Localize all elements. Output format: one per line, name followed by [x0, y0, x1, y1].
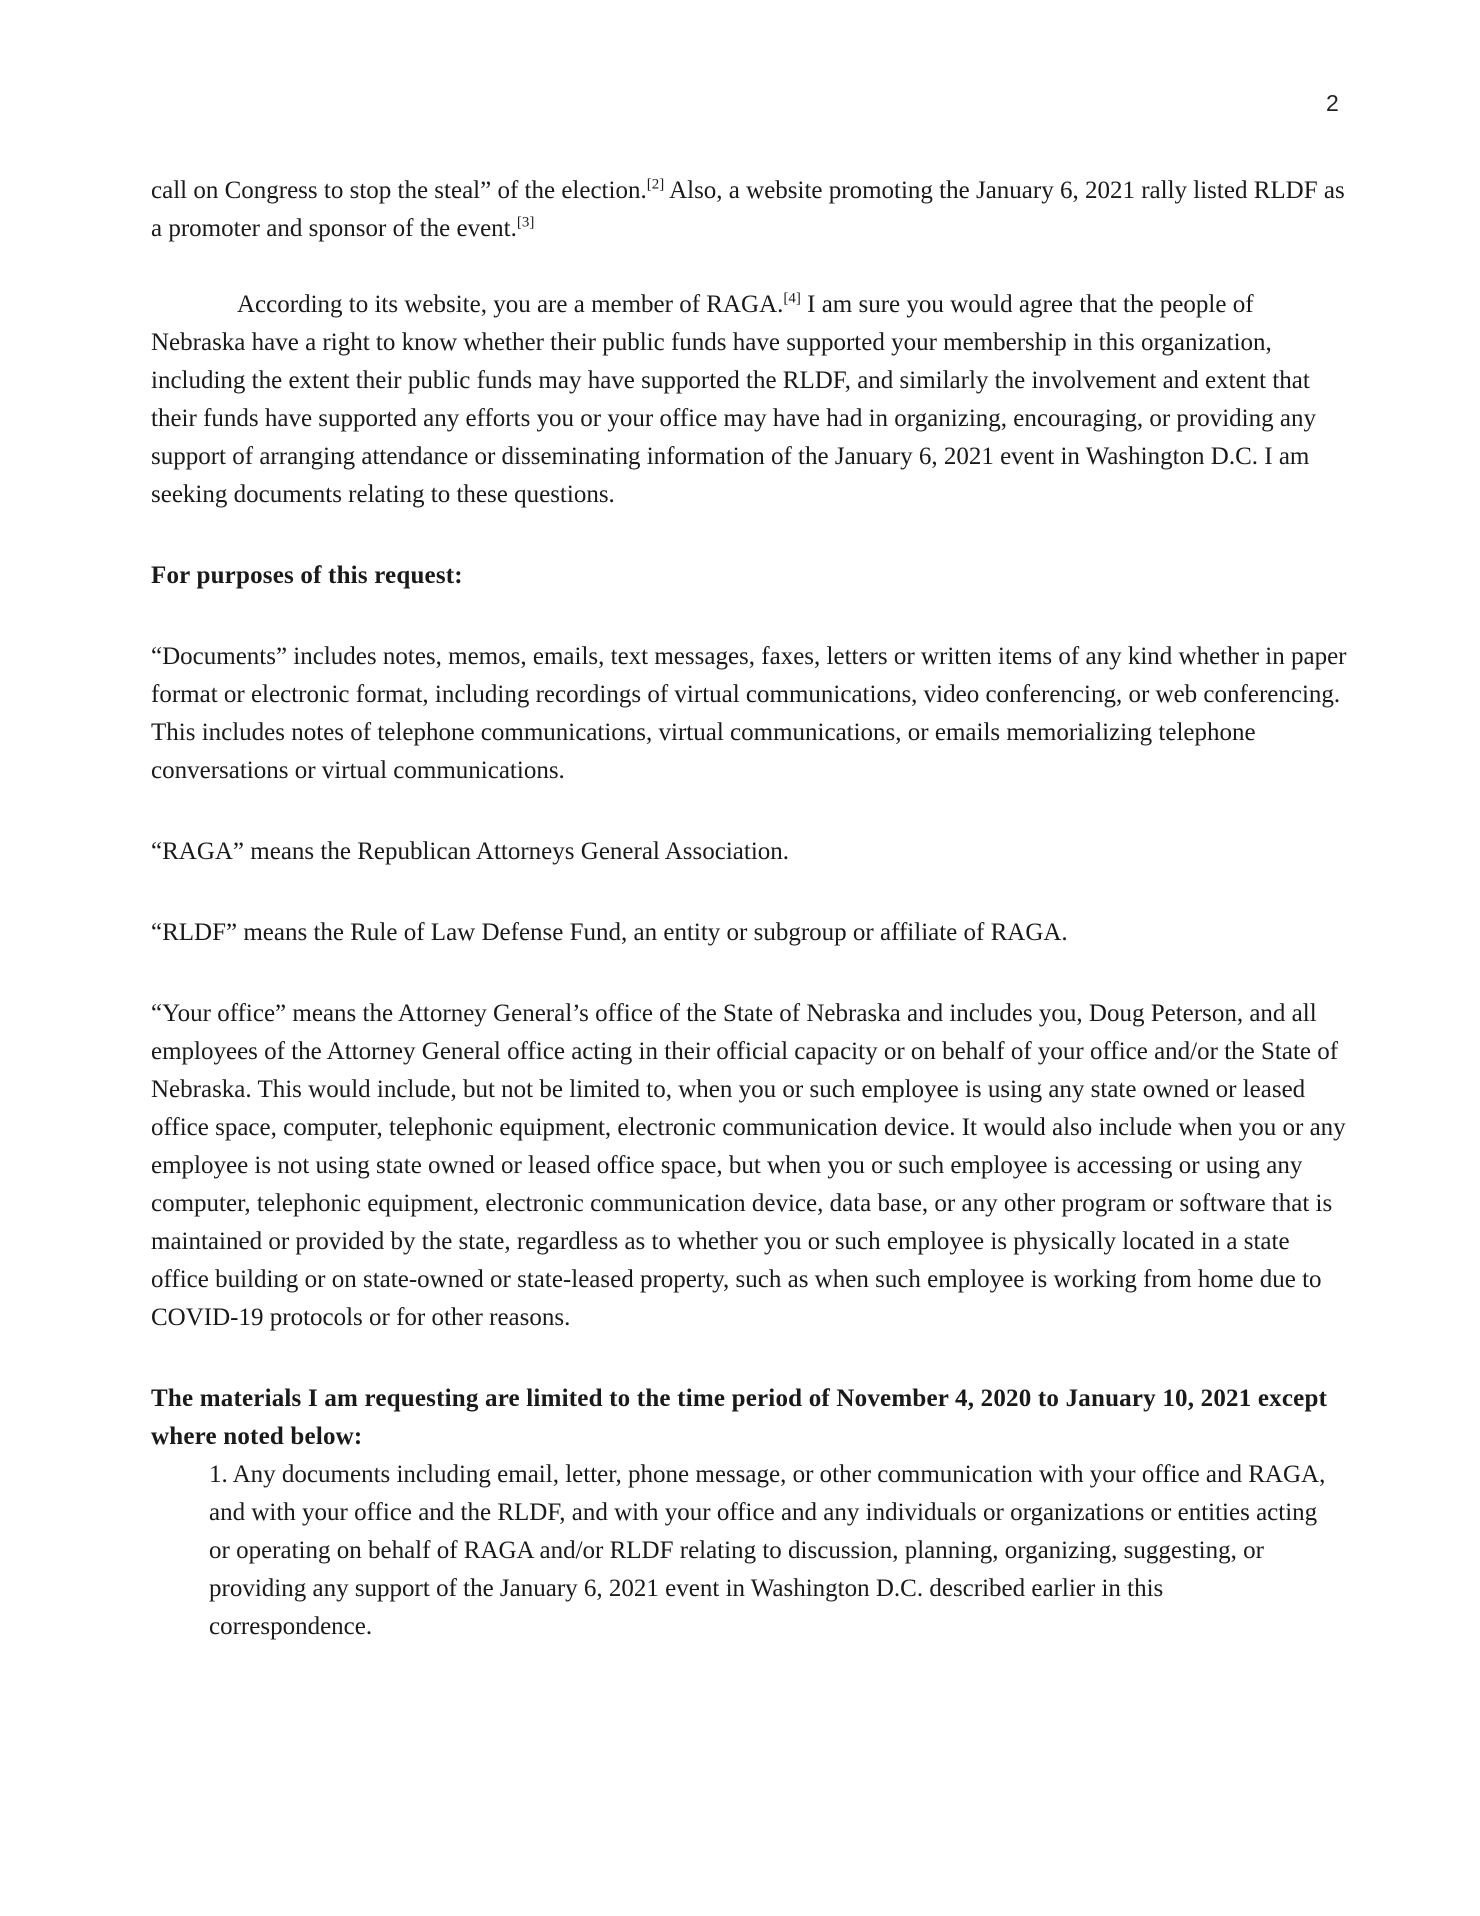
- definition-your-office: “Your office” means the Attorney General’s office of the State of Nebraska and includes you, Doug Peterson, and all employees of the Attorney General office acting in their official capacity or on behalf of your office and/or the State of Nebraska. This would include, but not be limited to, when you or such employee is using any state owned or leased office space, computer, telephonic equipment, electronic communication device. It would also include when you or any employee is not using state owned or leased office space, but when you or such employee is accessing or using any computer, telephonic equipment, electronic communication device, data base, or any other program or software that is maintained or provided by the state, regardless as to whether you or such employee is physically located in a state office building or on state-owned or state-leased property, such as when such employee is working from home due to COVID-19 protocols or for other reasons.: [151, 1000, 1346, 1331]
- paragraph-continuation: [151, 172, 1351, 248]
- paragraph-raga-membership: [151, 286, 1351, 514]
- definition-documents: “Documents” includes notes, memos, emails, text messages, faxes, letters or written items of any kind whether in paper format or electronic format, including recordings of virtual communications, video conferencing, or web conferencing. This includes notes of telephone communications, virtual communications, or emails memorializing telephone conversations or virtual communications.: [151, 643, 1347, 784]
- paragraph-text: I am sure you would agree that the people of Nebraska have a right to know whether their public funds have supported your membership in this organization, including the extent their public funds may have supported the RLDF, and similarly the involvement and extent that their funds have supported any efforts you or your office may have had in organizing, encouraging, or providing any support of arranging attendance or disseminating information of the January 6, 2021 event in Washington D.C. I am seeking documents relating to these questions.: [151, 291, 1316, 508]
- footnote-ref[interactable]: [2]: [646, 176, 665, 193]
- paragraph-text: According to its website, you are a member of RAGA.: [237, 291, 784, 318]
- definition-rldf: “RLDF” means the Rule of Law Defense Fund, an entity or subgroup or affiliate of RAGA.: [151, 919, 1068, 946]
- heading-materials: The materials I am requesting are limited to the time period of November 4, 2020 to January 10, 2021 except where noted below:: [151, 1385, 1328, 1450]
- footnote-ref[interactable]: [4]: [783, 290, 801, 307]
- definition-raga: “RAGA” means the Republican Attorneys General Association.: [151, 838, 790, 865]
- paragraph-text: call on Congress to stop the steal” of the election.: [151, 177, 647, 204]
- footnote-ref[interactable]: [3]: [516, 214, 535, 231]
- heading-purposes: For purposes of this request:: [151, 562, 463, 589]
- request-item-1: 1. Any documents including email, letter, phone message, or other communication with your office and RAGA, and with your office and the RLDF, and with your office and any individuals or organizations or entities acting or operating on behalf of RAGA and/or RLDF relating to discussion, planning, organizing, suggesting, or providing any support of the January 6, 2021 event in Washington D.C. described earlier in this correspondence.: [209, 1461, 1326, 1640]
- document-body: [151, 172, 1351, 1646]
- paragraph-text: Also, a website promoting the January 6, 2021 rally listed RLDF as a promoter and sponsor of the event.: [151, 177, 1345, 242]
- page-number: 2: [1326, 90, 1339, 116]
